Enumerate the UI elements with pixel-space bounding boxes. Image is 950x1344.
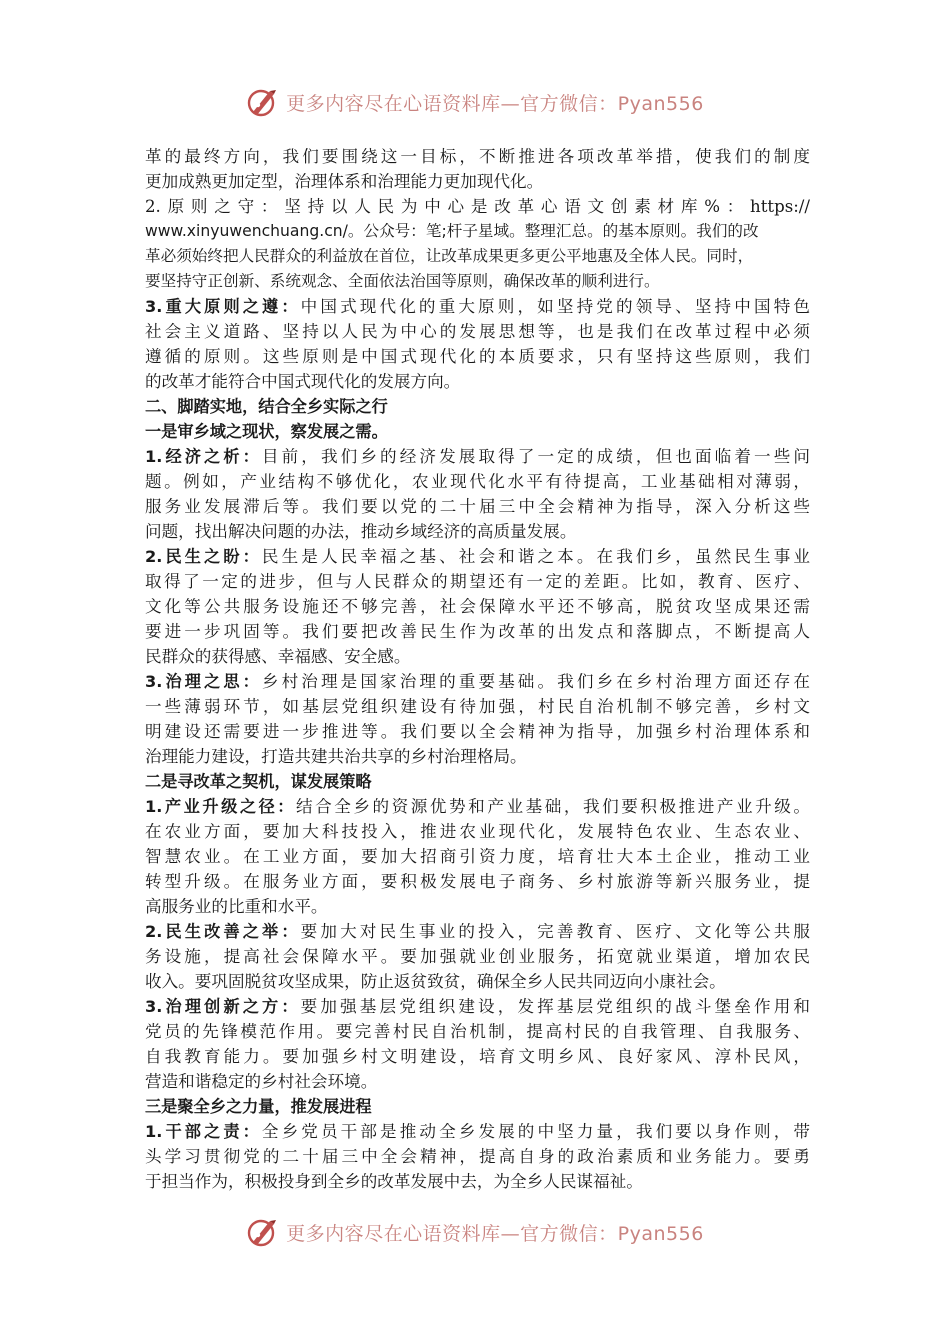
paragraph-1 [145,144,810,194]
text-line: 党员的先锋模范作用。要完善村民自治机制，提高村民的自我管理、自我服务、 [145,1022,810,1041]
banner-text: 更多内容尽在心语资料库—官方微信：Pyan556 [286,92,704,115]
article-body [145,144,810,1194]
text-line: 务设施，提高社会保障水平。要加强就业创业服务，拓宽就业渠道，增加农民 [145,947,810,966]
pen-logo-icon [246,85,280,119]
text-line: www.xinyuwenchuang.cn/。公众号：笔;杆子星域。整理汇总。的基本原则。我们的改 [145,222,759,240]
paragraph-label: 3.重大原则之遵： [145,297,301,316]
paragraph-label: 3.治理创新之方： [145,997,301,1016]
subsection-heading: 一是审乡域之现状，察发展之需。 [145,422,388,441]
text-line: 问题，找出解决问题的办法，推动乡域经济的高质量发展。 [145,522,577,541]
text-line: 2.民生之盼：民生是人民幸福之基、社会和谐之本。在我们乡，虽然民生事业 [145,547,810,566]
paragraph-economy [145,444,810,544]
subsection-heading: 三是聚全乡之力量，推发展进程 [145,1097,372,1116]
text-line: 在农业方面，要加大科技投入，推进农业现代化，发展特色农业、生态农业、 [145,822,810,841]
paragraph-livelihood [145,544,810,669]
footer-banner [0,1212,950,1252]
paragraph-governance [145,669,810,769]
paragraph-cadres [145,1119,810,1194]
text-line: 3.重大原则之遵：中国式现代化的重大原则，如坚持党的领导、坚持中国特色 [145,297,810,316]
text-line: 2.民生改善之举：要加大对民生事业的投入，完善教育、医疗、文化等公共服 [145,922,810,941]
paragraph-industry [145,794,810,919]
paragraph-label: 1.产业升级之径： [145,797,297,816]
text-line: 2.原则之守：坚持以人民为中心是改革心语文创素材库%：https:// [145,197,810,216]
text-line: 一些薄弱环节，如基层党组织建设有待加强，村民自治机制不够完善，乡村文 [145,697,810,716]
paragraph-principles [145,194,810,294]
text-line: 社会主义道路、坚持以人民为中心的发展思想等，也是我们在改革过程中必须 [145,322,810,341]
paragraph-label: 2.民生改善之举： [145,922,301,941]
text-line: 民群众的获得感、幸福感、安全感。 [145,647,411,666]
text-line: 服务业发展滞后等。我们要以党的二十届三中全会精神为指导，深入分析这些 [145,497,810,516]
text-line: 治理能力建设，打造共建共治共享的乡村治理格局。 [145,747,527,766]
text-line: 智慧农业。在工业方面，要加大招商引资力度，培育壮大本土企业，推动工业 [145,847,810,866]
text-line: 高服务业的比重和水平。 [145,897,328,916]
text-line: 更加成熟更加定型，治理体系和治理能力更加现代化。 [145,172,544,191]
paragraph-label: 1.干部之责： [145,1122,262,1141]
subsection-heading: 二是寻改革之契机，谋发展策略 [145,772,372,791]
text-line: 革必须始终把人民群众的利益放在首位，让改革成果更多更公平地惠及全体人民。同时， [145,247,754,265]
text-line: 题。例如，产业结构不够优化，农业现代化水平有待提高，工业基础相对薄弱， [145,472,810,491]
paragraph-livelihood-measures [145,919,810,994]
text-line: 要进一步巩固等。我们要把改善民生作为改革的出发点和落脚点，不断提高人 [145,622,810,641]
text-line: 遵循的原则。这些原则是中国式现代化的本质要求，只有坚持这些原则，我们 [145,347,810,366]
text-line: 明建设还需要进一步推进等。我们要以全会精神为指导，加强乡村治理体系和 [145,722,810,741]
text-line: 自我教育能力。要加强乡村文明建设，培育文明乡风、良好家风、淳朴民风， [145,1047,810,1066]
text-line: 1.干部之责：全乡党员干部是推动全乡发展的中坚力量，我们要以身作则，带 [145,1122,810,1141]
text-line: 文化等公共服务设施还不够完善，社会保障水平还不够高，脱贫攻坚成果还需 [145,597,810,616]
text-line: 3.治理之思：乡村治理是国家治理的重要基础。我们乡在乡村治理方面还存在 [145,672,810,691]
text-line: 收入。要巩固脱贫攻坚成果，防止返贫致贫，确保全乡人民共同迈向小康社会。 [145,972,726,991]
paragraph-label: 2.民生之盼： [145,547,262,566]
text-line: 于担当作为，积极投身到全乡的改革发展中去，为全乡人民谋福祉。 [145,1172,643,1191]
text-line: 营造和谐稳定的乡村社会环境。 [145,1072,378,1091]
pen-logo-icon [246,1215,280,1249]
banner-text: 更多内容尽在心语资料库—官方微信：Pyan556 [286,1222,704,1245]
text-line: 1.经济之析：目前，我们乡的经济发展取得了一定的成绩，但也面临着一些问 [145,447,810,466]
text-line: 的改革才能符合中国式现代化的发展方向。 [145,372,461,391]
paragraph-major-principles [145,294,810,394]
text-line: 头学习贯彻党的二十届三中全会精神，提高自身的政治素质和业务能力。要勇 [145,1147,810,1166]
section-heading: 二、脚踏实地，结合全乡实际之行 [145,397,388,416]
text-line: 革的最终方向，我们要围绕这一目标，不断推进各项改革举措，使我们的制度 [145,147,810,166]
header-banner [0,82,950,122]
text-line: 取得了一定的进步，但与人民群众的期望还有一定的差距。比如，教育、医疗、 [145,572,810,591]
text-line: 转型升级。在服务业方面，要积极发展电子商务、乡村旅游等新兴服务业，提 [145,872,810,891]
text-line: 1.产业升级之径：结合全乡的资源优势和产业基础，我们要积极推进产业升级。 [145,797,810,816]
text-line: 3.治理创新之方：要加强基层党组织建设，发挥基层党组织的战斗堡垒作用和 [145,997,810,1016]
paragraph-governance-innovation [145,994,810,1094]
text-line: 要坚持守正创新、系统观念、全面依法治国等原则，确保改革的顺利进行。 [145,272,660,290]
paragraph-label: 1.经济之析： [145,447,262,466]
paragraph-label: 3.治理之思： [145,672,262,691]
